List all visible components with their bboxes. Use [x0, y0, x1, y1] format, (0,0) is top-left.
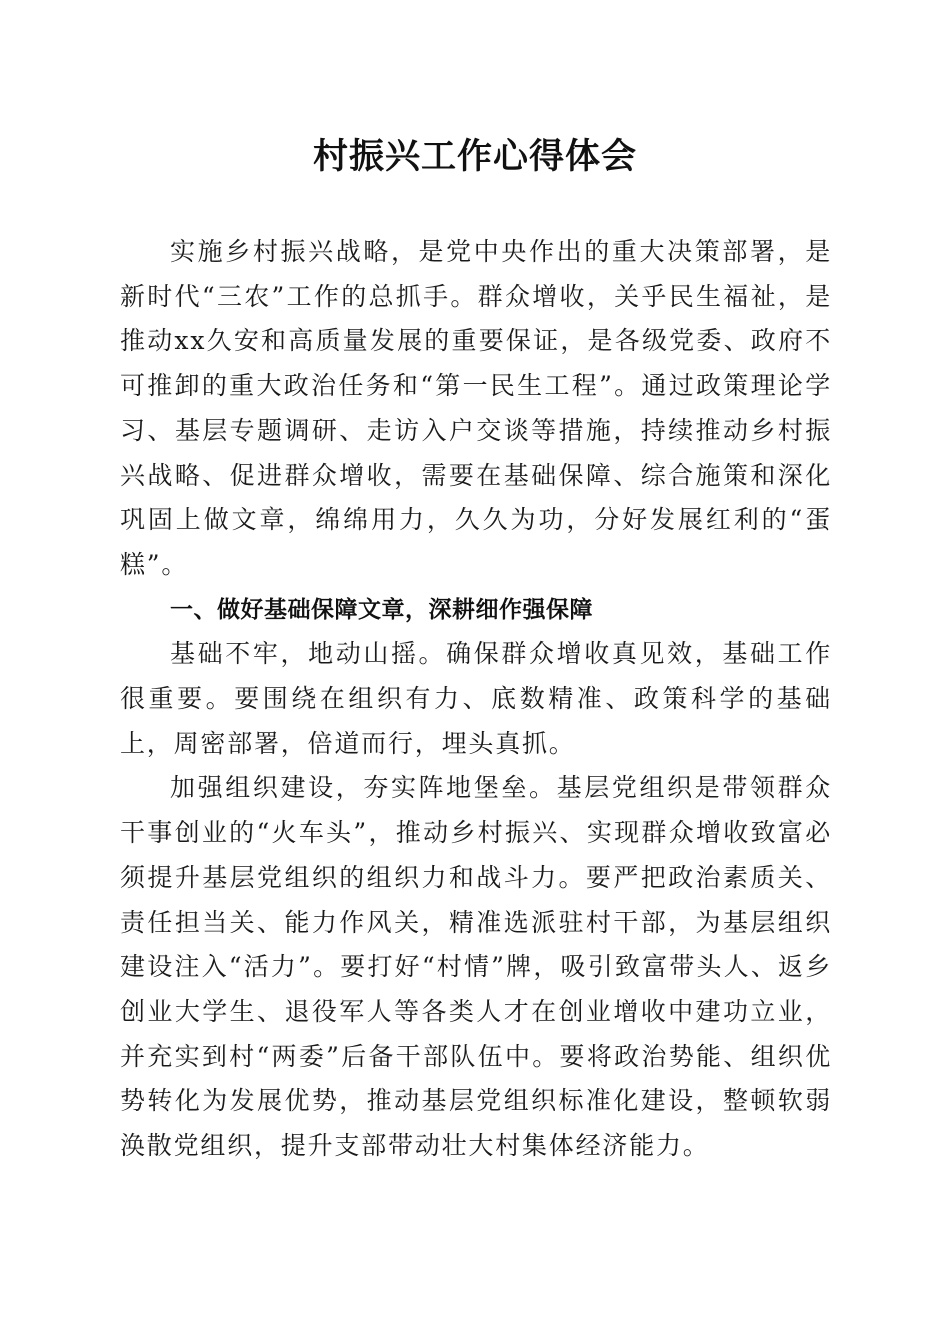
document-title: 村振兴工作心得体会 [312, 136, 637, 177]
body-paragraph: 基础不牢，地动山摇。确保群众增收真见效，基础工作很重要。要围绕在组织有力、底数精准、政策科学的基础上，周密部署，倍道而行，埋头真抓。 [120, 639, 832, 758]
document-body [120, 230, 832, 1169]
body-paragraph: 加强组织建设，夯实阵地堡垒。基层党组织是带领群众干事创业的“火车头”，推动乡村振兴、实现群众增收致富必须提升基层党组织的组织力和战斗力。要严把政治素质关、责任担当关、能力作风关，精准选派驻村干部，为基层组织建设注入“活力”。要打好“村情”牌，吸引致富带头人、返乡创业大学生、退役军人等各类人才在创业增收中建功立业，并充实到村“两委”后备干部队伍中。要将政治势能、组织优势转化为发展优势，推动基层党组织标准化建设，整顿软弱涣散党组织，提升支部带动壮大村集体经济能力。 [120, 773, 832, 1161]
intro-paragraph: 实施乡村振兴战略，是党中央作出的重大决策部署，是新时代“三农”工作的总抓手。群众增收，关乎民生福祉，是推动xx久安和高质量发展的重要保证，是各级党委、政府不可推卸的重大政治任务和“第一民生工程”。通过政策理论学习、基层专题调研、走访入户交谈等措施，持续推动乡村振兴战略、促进群众增收，需要在基础保障、综合施策和深化巩固上做文章，绵绵用力，久久为功，分好发展红利的“蛋糕”。 [120, 237, 832, 579]
section-heading: 一、做好基础保障文章，深耕细作强保障 [170, 596, 593, 623]
